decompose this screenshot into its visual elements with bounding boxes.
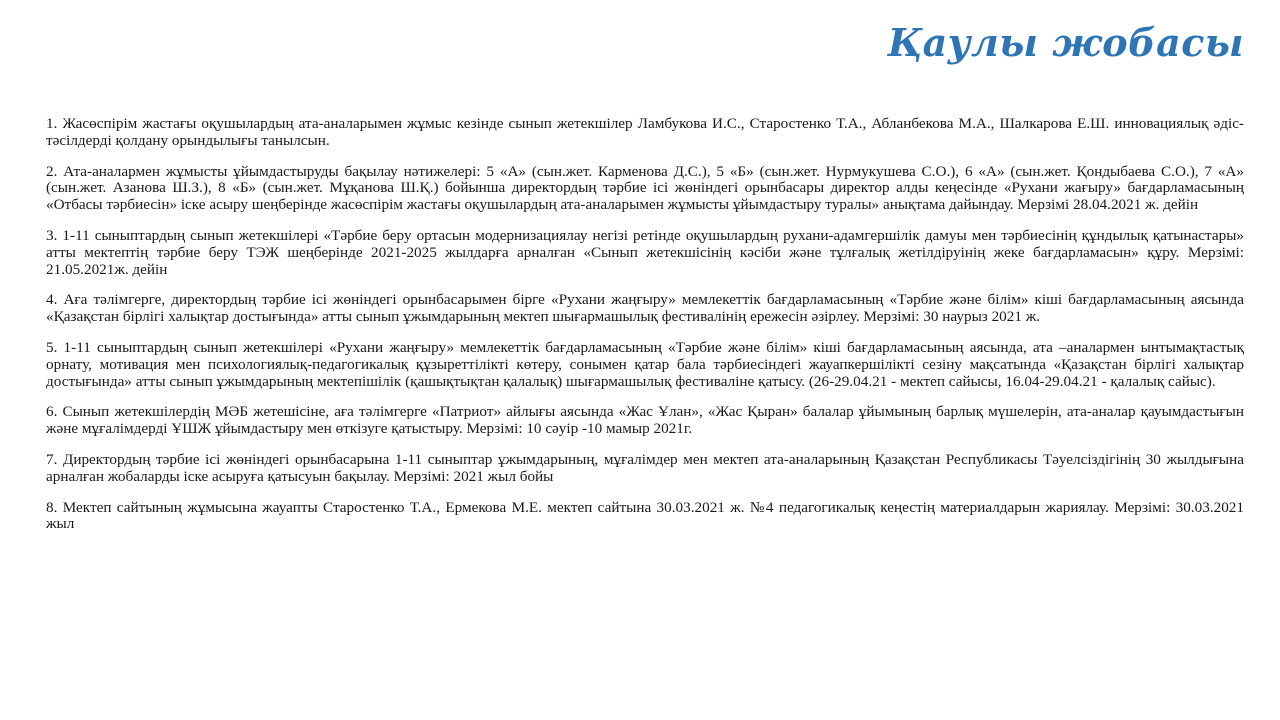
- decision-item-3: 3. 1-11 сыныптардың сынып жетекшілері «Тәрбие беру ортасын модернизациялау негізі ретінде оқушылардың рухани-адамгершілік дамуы мен тәрбиесінің құндылық қатынастары» атты мектептің тәрбие беру ТЭЖ шеңберінде 2021-2025 жылдарға арналған «Сынып жетекшісінің кәсіби және тұлғалық жетілдіруінің жеке бағдарламасын» құру. Мерзімі: 21.05.2021ж. дейін: [46, 226, 1244, 278]
- slide-title: Қаулы жобасы: [887, 20, 1244, 65]
- slide-content: [46, 116, 1244, 533]
- decision-item-5: 5. 1-11 сыныптардың сынып жетекшілері «Рухани жаңғыру» мемлекеттік бағдарламасының «Тәрбие және білім» кіші бағдарламасының аясында, ата –аналармен ынтымақтастық орнату, мотивация мен психологиялық-педагогикалық құзыреттілікті көтеру, сонымен қатар бала тәрбиесіндегі жауапкершілікті сезіну мақсатында «Қазақстан бірлігі халықтар достығында» атты сынып ұжымдарының мектепішілік (қашықтықтан қалалық) шығармашылық фестиваліне қатысу. (26-29.04.21 - мектеп сайысы, 16.04-29.04.21 - қалалық сайыс).: [46, 338, 1244, 390]
- decision-item-6: 6. Сынып жетекшілердің МӘБ жетешісіне, аға тәлімгерге «Патриот» айлығы аясында «Жас Ұлан», «Жас Қыран» балалар ұйымының барлық мүшелерін, ата-аналар қауымдастығын және мұғалімдерді ҰШЖ ұйымдастыру мен өткізуге қатыстыру. Мерзімі: 10 сәуір -10 мамыр 2021г.: [46, 403, 1244, 438]
- decision-item-8: 8. Мектеп сайтының жұмысына жауапты Старостенко Т.А., Ермекова М.Е. мектеп сайтына 30.03.2021 ж. №4 педагогикалық кеңестің материалдарын жариялау. Мерзімі: 30.03.2021 жыл: [46, 498, 1244, 533]
- decision-item-2: 2. Ата-аналармен жұмысты ұйымдастыруды бақылау нәтижелері: 5 «А» (сын.жет. Карменова Д.С.), 5 «Б» (сын.жет. Нурмукушева С.О.), 6 «А» (сын.жет. Қондыбаева С.О.), 7 «А» (сын.жет. Азанова Ш.З.), 8 «Б» (сын.жет. Мұқанова Ш.Қ.) бойынша директордың тәрбие ісі жөніндегі орынбасары директор алды кеңесінде «Рухани жағыру» бағдарламасының «Отбасы тәрбиесін» іске асыру шеңберінде жасөспірім жастағы оқушылардың ата-аналарымен жұмысты ұйымдастыру туралы» анықтама дайындау. Мерзімі 28.04.2021 ж. дейін: [46, 162, 1244, 214]
- decision-item-1: 1. Жасөспірім жастағы оқушылардың ата-аналарымен жұмыс кезінде сынып жетекшілер Ламбукова И.С., Старостенко Т.А., Абланбекова М.А., Шалкарова Е.Ш. инновациялық әдіс-тәсілдерді қолдану орындылығы танылсын.: [46, 115, 1244, 149]
- decision-item-7: 7. Директордың тәрбие ісі жөніндегі орынбасарына 1-11 сыныптар ұжымдарының, мұғалімдер мен мектеп ата-аналарының Қазақстан Республикасы Тәуелсіздігінің 30 жылдығына арналған жобаларды іске асыруға қатысуын бақылау. Мерзімі: 2021 жыл бойы: [46, 450, 1244, 485]
- decision-item-4: 4. Аға тәлімгерге, директордың тәрбие ісі жөніндегі орынбасарымен бірге «Рухани жаңғыру» мемлекеттік бағдарламасының «Тәрбие және білім» кіші бағдарламасының аясында «Қазақстан бірлігі халықтар достығында» атты сынып ұжымдарының мектеп шығармашылық фестивалінің ережесін әзірлеу. Мерзімі: 30 наурыз 2021 ж.: [46, 291, 1244, 326]
